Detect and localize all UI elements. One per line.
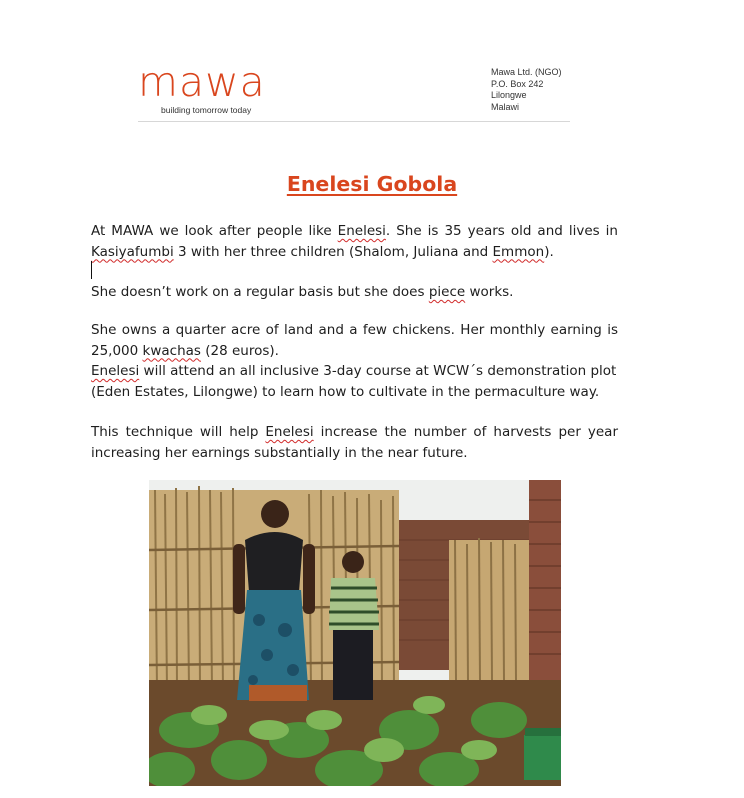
misspelled-word[interactable]: piece — [428, 284, 466, 300]
text-cursor — [91, 261, 92, 279]
paragraph-land[interactable] — [91, 320, 618, 402]
address-block — [491, 67, 562, 113]
misspelled-word[interactable]: Enelesi — [265, 424, 314, 440]
text-run: 3 with her three children (Shalom, Juliana and — [173, 243, 493, 260]
text-run: . She is 35 years old and lives in — [385, 223, 618, 239]
address-line: Mawa Ltd. (NGO) — [491, 67, 562, 77]
letterhead — [138, 58, 570, 122]
address-line: P.O. Box 242 — [491, 78, 544, 89]
garden-photo — [149, 480, 561, 786]
address-line: Lilongwe — [491, 90, 527, 100]
misspelled-word[interactable]: Emmon — [492, 243, 545, 260]
text-run: will attend an all inclusive 3-day course at WCW´s demonstration plot (Eden Estates, Lilongwe) to learn how to cultivate in the permaculture way. — [91, 363, 617, 400]
mawa-logo: mawa — [138, 58, 266, 106]
text-run: ). — [544, 243, 554, 260]
text-run: (28 euros). — [200, 342, 279, 359]
text-run: She owns a quarter acre of land and a few chickens. Her monthly earning is 25,000 — [91, 322, 618, 359]
document-title: Enelesi Gobola — [286, 172, 458, 196]
misspelled-word[interactable]: Enelesi — [91, 363, 140, 379]
text-run: At MAWA we look after people like — [91, 223, 338, 239]
text-run: works. — [465, 284, 514, 300]
misspelled-word[interactable]: Enelesi — [337, 223, 386, 239]
text-run: This technique will help — [91, 424, 266, 440]
misspelled-word[interactable]: kwachas — [142, 342, 201, 359]
paragraph-technique[interactable] — [91, 422, 618, 463]
letterhead-divider — [138, 121, 570, 122]
text-run: increase the number of harvests per year increasing her earnings substantially in the near future. — [91, 424, 619, 461]
paragraph-intro[interactable] — [91, 221, 618, 262]
address-line: Malawi — [491, 101, 520, 112]
paragraph-work[interactable] — [91, 282, 618, 303]
text-run: She doesn’t work on a regular basis but she does — [91, 284, 429, 300]
logo-tagline: building tomorrow today — [161, 105, 252, 115]
misspelled-word[interactable]: Kasiyafumbi — [91, 243, 174, 260]
